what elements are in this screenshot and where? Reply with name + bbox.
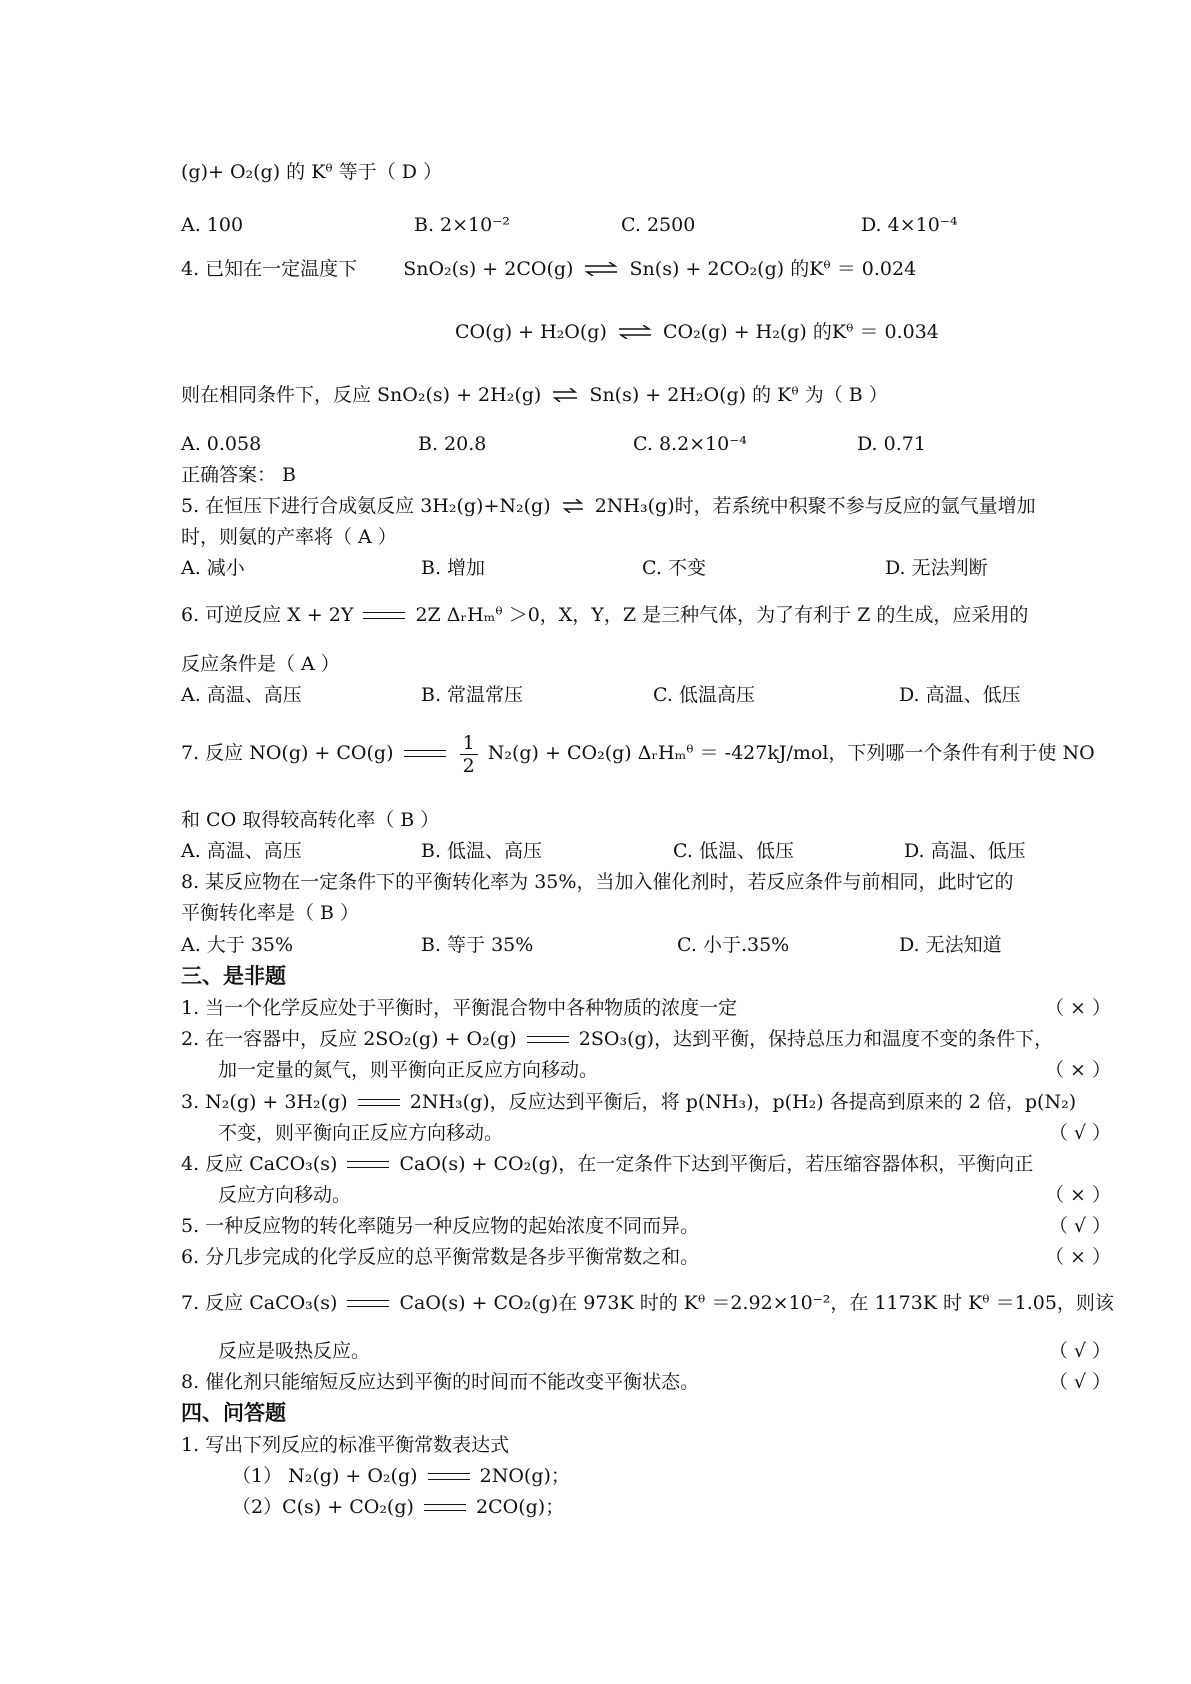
equilibrium-sign-icon xyxy=(347,1297,389,1311)
tf-item-5-mark: （ √ ） xyxy=(1048,1215,1111,1237)
q6-line1-left: 6. 可逆反应 X + 2Y xyxy=(181,604,354,626)
q4-prefix: 4. 已知在一定温度下 xyxy=(181,258,358,280)
q8-line1: 8. 某反应物在一定条件下的平衡转化率为 35%，当加入催化剂时，若反应条件与前相同，此时它的 xyxy=(181,871,1014,893)
qa-sub-1-left: （1） N₂(g) + O₂(g) xyxy=(232,1465,418,1487)
tf-item-8-mark: （ √ ） xyxy=(1048,1371,1111,1393)
q3-choice-a: A. 100 xyxy=(181,214,244,236)
tf-item-1 xyxy=(181,996,1111,1020)
q4-answer: 正确答案： B xyxy=(181,464,297,486)
tf-item-3-text2: 不变，则平衡向正反应方向移动。 xyxy=(218,1122,504,1144)
tf-item-3-left: 3. N₂(g) + 3H₂(g) xyxy=(181,1091,348,1113)
q7-line1-right: N₂(g) + CO₂(g) ΔᵣHₘᶿ ＝ -427kJ/mol，下列哪一个条件有利于使 NO xyxy=(487,742,1095,764)
q7-choice-b: B. 低温、高压 xyxy=(421,840,543,862)
tf-item-3-right: 2NH₃(g)，反应达到平衡后，将 p(NH₃)，p(H₂) 各提高到原来的 2 倍，p(N₂) xyxy=(409,1091,1077,1113)
q5-line1-left: 5. 在恒压下进行合成氨反应 3H₂(g)+N₂(g) xyxy=(181,495,551,517)
tf-item-2 xyxy=(181,1027,1111,1051)
tf-item-5 xyxy=(181,1214,1111,1238)
q4-line2 xyxy=(455,320,1111,345)
qa-sub-1-right: 2NO(g)； xyxy=(479,1465,570,1487)
qa-sub-2 xyxy=(232,1495,1111,1519)
tf-item-2-left: 2. 在一容器中，反应 2SO₂(g) + O₂(g) xyxy=(181,1028,517,1050)
q3-choice-c: C. 2500 xyxy=(621,214,696,236)
q4-choice-d: D. 0.71 xyxy=(857,433,926,455)
tf-item-6 xyxy=(181,1245,1111,1269)
q6-line2: 反应条件是（ A ） xyxy=(181,653,340,675)
tf-item-7-line2 xyxy=(218,1339,1111,1363)
q7-line1-left: 7. 反应 NO(g) + CO(g) xyxy=(181,742,394,764)
q3-choice-d: D. 4×10⁻⁴ xyxy=(861,214,958,236)
tf-item-3-mark: （ √ ） xyxy=(1048,1122,1111,1144)
equilibrium-sign-icon xyxy=(424,1501,466,1515)
q4-eq3-right: Sn(s) + 2H₂O(g) 的 Kᶿ 为（ B ） xyxy=(589,384,888,406)
q3-choice-b: B. 2×10⁻² xyxy=(414,214,510,236)
q5-line1-right: 2NH₃(g)时，若系统中积聚不参与反应的氩气量增加 xyxy=(594,495,1036,517)
fraction-denominator: 2 xyxy=(462,754,475,777)
tf-item-7-right: CaO(s) + CO₂(g)在 973K 时的 Kᶿ ＝2.92×10⁻²，在 1173K 时 Kᶿ ＝1.05，则该 xyxy=(399,1292,1114,1314)
q4-choice-a: A. 0.058 xyxy=(181,433,262,455)
q8-line2: 平衡转化率是（ B ） xyxy=(181,902,360,924)
q4-eq3-left: 则在相同条件下，反应 SnO₂(s) + 2H₂(g) xyxy=(181,384,542,406)
q4-choice-c: C. 8.2×10⁻⁴ xyxy=(633,433,747,455)
tf-item-7-mark: （ √ ） xyxy=(1048,1340,1111,1362)
tf-item-1-mark: （ × ） xyxy=(1045,997,1111,1019)
tf-item-2-right: 2SO₃(g)，达到平衡，保持总压力和温度不变的条件下， xyxy=(578,1028,1054,1050)
q7-choice-c: C. 低温、低压 xyxy=(673,840,794,862)
q5-line1 xyxy=(181,494,1111,519)
equilibrium-sign-icon xyxy=(363,609,405,623)
q8-choice-c: C. 小于.35% xyxy=(677,934,790,956)
tf-item-4-line2 xyxy=(218,1183,1111,1207)
q8-choice-b: B. 等于 35% xyxy=(421,934,534,956)
q7-choice-a: A. 高温、高压 xyxy=(181,840,302,862)
q4-eq2-right: CO₂(g) + H₂(g) 的Kᶿ ＝ 0.034 xyxy=(662,321,939,343)
tf-item-4-text2: 反应方向移动。 xyxy=(218,1184,352,1206)
section3-title: 三、是非题 xyxy=(181,963,286,988)
q5-line2: 时，则氨的产率将（ A ） xyxy=(181,526,397,548)
tf-item-8-text: 8. 催化剂只能缩短反应达到平衡的时间而不能改变平衡状态。 xyxy=(181,1371,700,1393)
tf-item-7-left: 7. 反应 CaCO₃(s) xyxy=(181,1292,338,1314)
q4-eq2-left: CO(g) + H₂O(g) xyxy=(455,321,607,343)
fraction-one-half xyxy=(460,732,478,777)
equilibrium-sign-icon xyxy=(527,1033,569,1047)
equilibrium-sign-icon xyxy=(428,1470,470,1484)
tf-item-7 xyxy=(181,1291,1114,1315)
q5-choice-a: A. 减小 xyxy=(181,557,245,579)
qa-sub-1 xyxy=(232,1464,1111,1488)
tf-item-4-left: 4. 反应 CaCO₃(s) xyxy=(181,1153,338,1175)
tf-item-4-mark: （ × ） xyxy=(1045,1184,1111,1206)
q4-eq1-left: SnO₂(s) + 2CO(g) xyxy=(403,258,574,280)
tf-item-7-text2: 反应是吸热反应。 xyxy=(218,1340,371,1362)
reversible-arrow-icon xyxy=(561,495,585,519)
q6-line1 xyxy=(181,603,1111,627)
tf-item-1-text: 1. 当一个化学反应处于平衡时，平衡混合物中各种物质的浓度一定 xyxy=(181,997,738,1019)
tf-item-6-mark: （ × ） xyxy=(1045,1246,1111,1268)
q6-choice-c: C. 低温高压 xyxy=(653,684,755,706)
q5-choice-d: D. 无法判断 xyxy=(885,557,988,579)
q4-line3 xyxy=(181,383,1111,408)
q4-line1 xyxy=(181,257,1111,282)
reversible-arrow-icon xyxy=(551,384,579,408)
q3-stem-tail: (g)+ O₂(g) 的 Kᶿ 等于（ D ） xyxy=(181,161,443,183)
tf-item-8 xyxy=(181,1370,1111,1394)
tf-item-2-mark: （ × ） xyxy=(1045,1059,1111,1081)
q7-choice-d: D. 高温、低压 xyxy=(904,840,1026,862)
section4-title: 四、问答题 xyxy=(181,1400,286,1425)
tf-item-2-line2 xyxy=(218,1058,1111,1082)
equilibrium-sign-icon xyxy=(404,747,446,761)
q5-choice-b: B. 增加 xyxy=(421,557,486,579)
tf-item-3-line2 xyxy=(218,1121,1111,1145)
reversible-arrow-icon xyxy=(617,321,653,345)
qa-item-1: 1. 写出下列反应的标准平衡常数表达式 xyxy=(181,1434,510,1456)
q8-choice-d: D. 无法知道 xyxy=(899,934,1002,956)
q7-line1 xyxy=(181,728,1111,778)
fraction-numerator: 1 xyxy=(460,732,478,755)
equilibrium-sign-icon xyxy=(358,1096,400,1110)
equilibrium-sign-icon xyxy=(347,1158,389,1172)
q6-line1-right: 2Z ΔᵣHₘᶿ ＞0，X，Y，Z 是三种气体，为了有利于 Z 的生成，应采用的 xyxy=(415,604,1029,626)
q8-choice-a: A. 大于 35% xyxy=(181,934,294,956)
q5-choice-c: C. 不变 xyxy=(642,557,706,579)
tf-item-3 xyxy=(181,1090,1111,1114)
tf-item-4-right: CaO(s) + CO₂(g)，在一定条件下达到平衡后，若压缩容器体积，平衡向正 xyxy=(399,1153,1034,1175)
q6-choice-a: A. 高温、高压 xyxy=(181,684,302,706)
q4-choice-b: B. 20.8 xyxy=(418,433,487,455)
q6-choice-d: D. 高温、低压 xyxy=(899,684,1021,706)
reversible-arrow-icon xyxy=(583,258,619,282)
tf-item-4 xyxy=(181,1152,1111,1176)
q6-choice-b: B. 常温常压 xyxy=(421,684,524,706)
q4-eq1-right: Sn(s) + 2CO₂(g) 的Kᶿ ＝ 0.024 xyxy=(629,258,917,280)
qa-sub-2-right: 2CO(g)； xyxy=(476,1496,565,1518)
tf-item-5-text: 5. 一种反应物的转化率随另一种反应物的起始浓度不同而异。 xyxy=(181,1215,700,1237)
tf-item-2-text2: 加一定量的氮气，则平衡向正反应方向移动。 xyxy=(218,1059,599,1081)
q7-line2: 和 CO 取得较高转化率（ B ） xyxy=(181,809,440,831)
qa-sub-2-left: （2）C(s) + CO₂(g) xyxy=(232,1496,414,1518)
tf-item-6-text: 6. 分几步完成的化学反应的总平衡常数是各步平衡常数之和。 xyxy=(181,1246,700,1268)
